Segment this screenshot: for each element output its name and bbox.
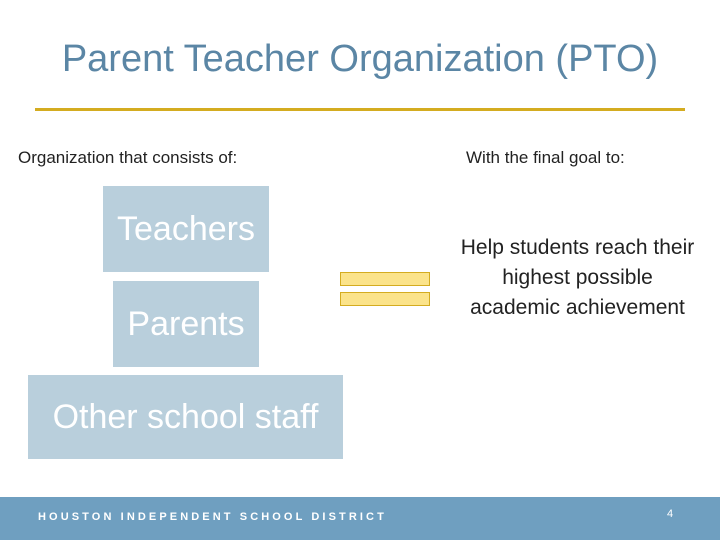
other-staff-label: Other school staff xyxy=(52,398,319,436)
footer-bar xyxy=(0,497,720,540)
right-column-heading: With the final goal to: xyxy=(466,148,625,167)
title-divider xyxy=(35,108,685,111)
equals-top-bar xyxy=(340,272,430,286)
left-column-heading: Organization that consists of: xyxy=(18,148,238,167)
page-number: 4 xyxy=(667,508,674,520)
teachers-label: Teachers xyxy=(117,210,255,248)
parents-box xyxy=(113,281,259,367)
parents-label: Parents xyxy=(127,305,245,343)
other-staff-box xyxy=(28,375,343,459)
teachers-box xyxy=(103,186,269,272)
district-name: HOUSTON INDEPENDENT SCHOOL DISTRICT xyxy=(38,511,387,523)
slide-title: Parent Teacher Organization (PTO) xyxy=(61,38,659,80)
goal-text: Help students reach their highest possible academic achievement xyxy=(460,236,695,319)
equals-bottom-bar xyxy=(340,292,430,306)
